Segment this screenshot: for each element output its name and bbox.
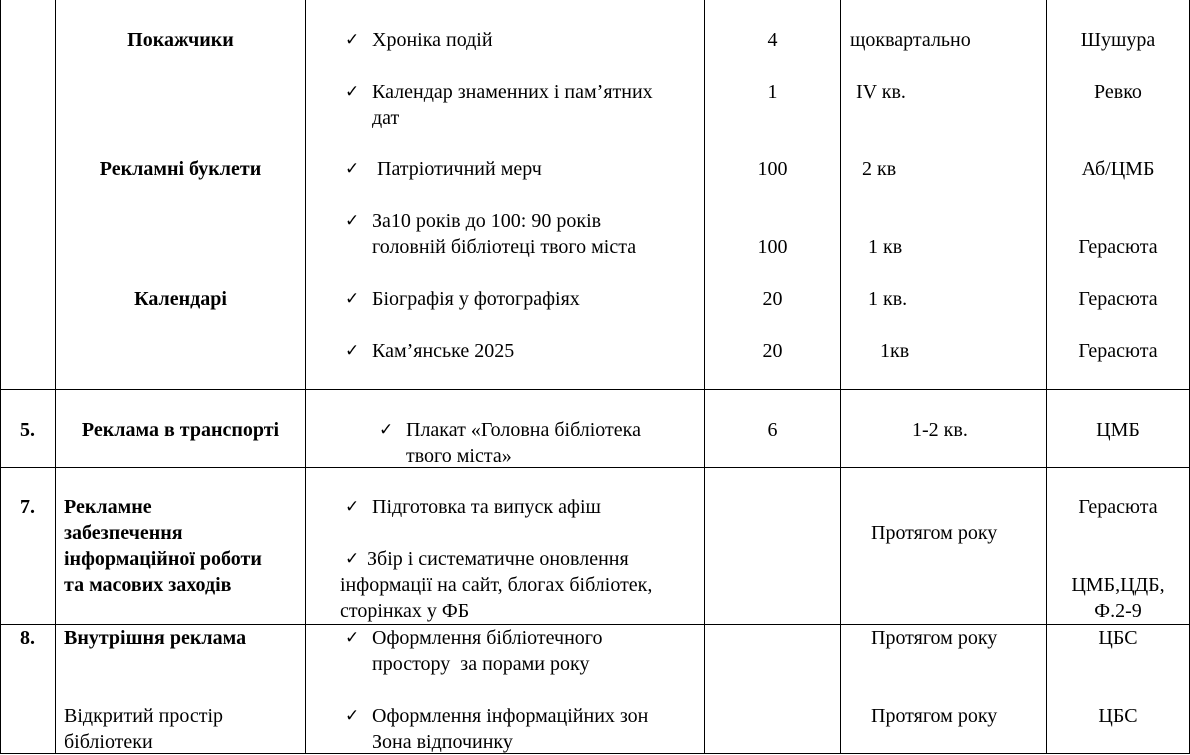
item-text: Календар знаменних і пам’ятних: [372, 81, 653, 103]
item-quantity: 1: [767, 81, 778, 103]
row-label: Реклама в транспорті: [81, 419, 280, 441]
item-text: Збір і систематичне оновлення: [362, 548, 629, 570]
table-border: [55, 0, 56, 754]
item-responsible: Герасюта: [1078, 288, 1158, 310]
item-text: Хроніка подій: [372, 29, 493, 51]
item-term: Протягом року: [871, 705, 998, 727]
row-label: забезпечення: [64, 522, 183, 544]
item-text: Оформлення бібліотечного: [372, 627, 603, 649]
item-responsible: ЦМБ,ЦДБ,: [1071, 574, 1165, 596]
row-label: Внутрішня реклама: [64, 627, 247, 649]
row-label: Покажчики: [127, 29, 234, 51]
item-quantity: 20: [762, 288, 783, 310]
item-responsible: Шушура: [1080, 29, 1156, 51]
item-text: Патріотичний мерч: [372, 158, 542, 180]
item-term: 1кв: [880, 340, 910, 362]
item-text: простору за порами року: [372, 653, 590, 675]
item-term: 1 кв: [868, 236, 903, 258]
checkmark-icon: ✓: [345, 628, 360, 648]
item-text: Кам’янське 2025: [372, 340, 515, 362]
item-quantity: 20: [762, 340, 783, 362]
item-text: інформації на сайт, блогах бібліотек,: [340, 574, 653, 596]
item-term: щоквартально: [850, 29, 971, 51]
item-text: дат: [372, 107, 400, 129]
item-responsible: ЦБС: [1098, 705, 1138, 727]
checkmark-icon: ✓: [345, 82, 360, 102]
item-text: твого міста»: [406, 445, 512, 467]
checkmark-icon: ✓: [379, 420, 394, 440]
checkmark-icon: ✓: [345, 30, 360, 50]
row-number: 7.: [20, 496, 35, 518]
row-sublabel: Відкритий простір: [64, 705, 224, 727]
item-responsible: Герасюта: [1078, 496, 1158, 518]
checkmark-icon: ✓: [345, 497, 360, 517]
table-border: [840, 0, 841, 754]
item-text: Підготовка та випуск афіш: [372, 496, 601, 518]
item-responsible: Герасюта: [1078, 340, 1158, 362]
row-sublabel: бібліотеки: [64, 731, 153, 753]
item-quantity: 4: [767, 29, 778, 51]
item-term: 1-2 кв.: [912, 419, 968, 441]
table-border: [0, 389, 1190, 390]
checkmark-icon: ✓: [345, 549, 360, 569]
row-label: Календарі: [134, 288, 227, 310]
item-text: Біографія у фотографіях: [372, 288, 580, 310]
checkmark-icon: ✓: [345, 341, 360, 361]
item-responsible: Герасюта: [1078, 236, 1158, 258]
item-text: Зона відпочинку: [372, 731, 513, 753]
item-term: 2 кв: [862, 158, 897, 180]
item-quantity: 100: [757, 236, 788, 258]
row-label: Рекламні буклети: [99, 158, 262, 180]
item-text: сторінках у ФБ: [340, 600, 470, 622]
row-number: 8.: [20, 627, 35, 649]
checkmark-icon: ✓: [345, 211, 360, 231]
item-text: Оформлення інформаційних зон: [372, 705, 649, 727]
item-text: головній бібліотеці твого міста: [372, 236, 637, 258]
item-term: 1 кв.: [868, 288, 908, 310]
item-quantity: 6: [767, 419, 778, 441]
checkmark-icon: ✓: [345, 289, 360, 309]
row-label: та масових заходів: [64, 574, 232, 596]
row-number: 5.: [20, 419, 35, 441]
checkmark-icon: ✓: [345, 706, 360, 726]
item-responsible: Ревко: [1094, 81, 1142, 103]
item-responsible: Ф.2-9: [1094, 600, 1142, 622]
item-term: IV кв.: [856, 81, 906, 103]
item-term: Протягом року: [871, 627, 998, 649]
table-border: [305, 0, 306, 754]
row-label: інформаційної роботи: [64, 548, 262, 570]
item-term: Протягом року: [871, 522, 998, 544]
table-border: [0, 467, 1190, 468]
item-text: За10 років до 100: 90 років: [372, 210, 602, 232]
item-responsible: ЦМБ: [1096, 419, 1140, 441]
checkmark-icon: ✓: [345, 159, 360, 179]
item-quantity: 100: [757, 158, 788, 180]
item-responsible: Аб/ЦМБ: [1081, 158, 1155, 180]
item-responsible: ЦБС: [1098, 627, 1138, 649]
item-text: Плакат «Головна бібліотека: [406, 419, 641, 441]
row-label: Рекламне: [64, 496, 152, 518]
table-border: [704, 0, 705, 754]
